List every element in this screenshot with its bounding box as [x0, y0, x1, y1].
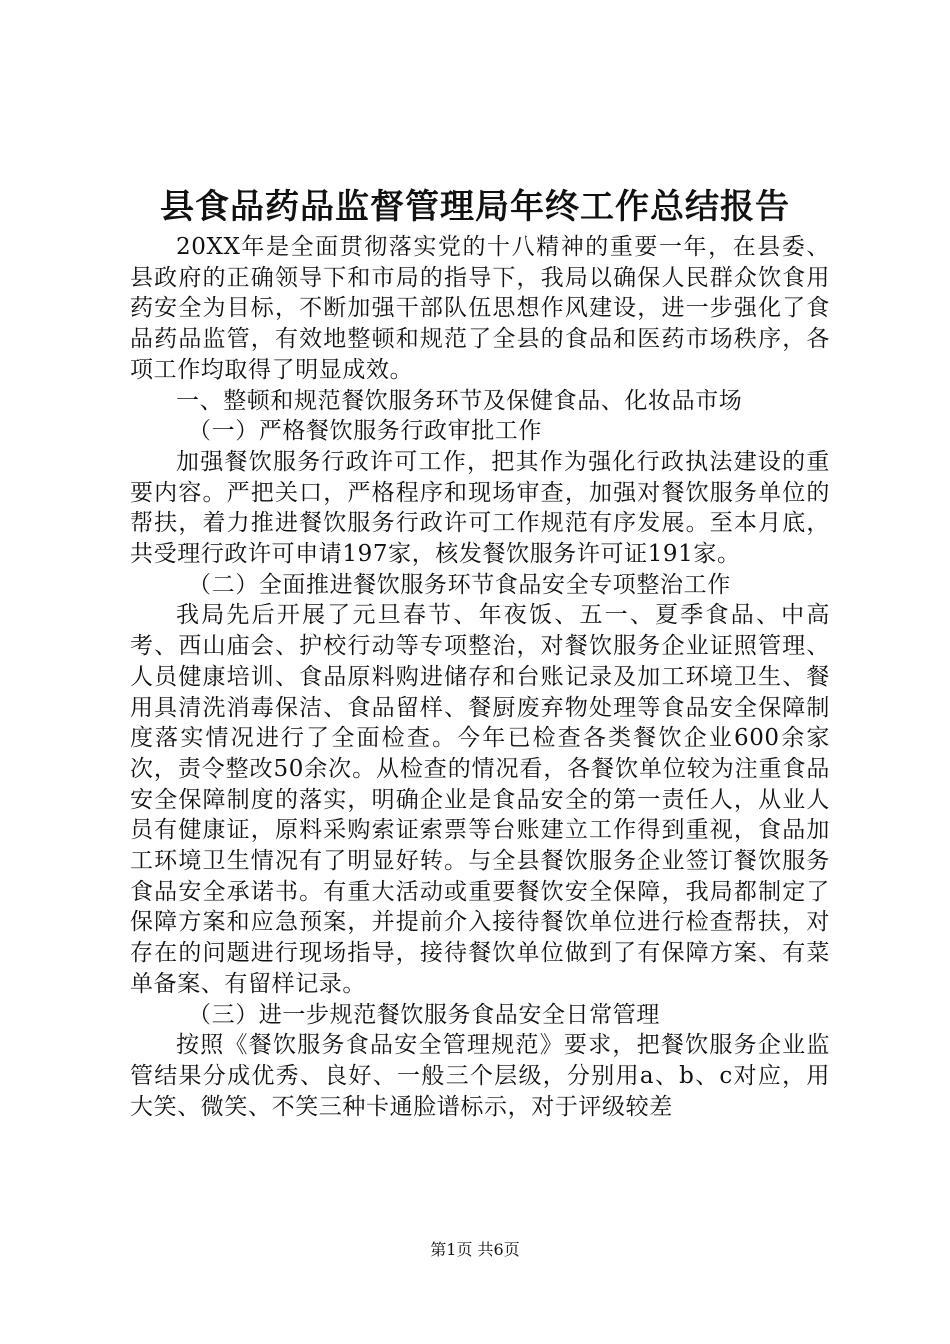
body-paragraph-1: 加强餐饮服务行政许可工作，把其作为强化行政执法建设的重要内容。严把关口，严格程序和现场审查，加强对餐饮服务单位的帮扶，着力推进餐饮服务行政许可工作规范有序发展。至本月底，共受理行政许可申请197家，核发餐饮服务许可证191家。 [130, 448, 830, 568]
section-heading-1: 一、整顿和规范餐饮服务环节及保健食品、化妆品市场 [176, 387, 743, 414]
body-paragraph-2: 我局先后开展了元旦春节、年夜饭、五一、夏季食品、中高考、西山庙会、护校行动等专项整治，对餐饮服务企业证照管理、人员健康培训、食品原料购进储存和台账记录及加工环境卫生、餐用具清洗消毒保洁、食品留样、餐厨废弃物处理等食品安全保障制度落实情况进行了全面检查。今年已检查各类餐饮企业600余家次，责令整改50余次。从检查的情况看，各餐饮单位较为注重食品安全保障制度的落实，明确企业是食品安全的第一责任人，从业人员有健康证，原料采购索证索票等台账建立工作得到重视，食品加工环境卫生情况有了明显好转。与全县餐饮服务企业签订餐饮服务食品安全承诺书。有重大活动或重要餐饮安全保障，我局都制定了保障方案和应急预案，并提前介入接待餐饮单位进行检查帮扶，对存在的问题进行现场指导，接待餐饮单位做到了有保障方案、有菜单备案、有留样记录。 [130, 602, 830, 997]
intro-paragraph: 20XX年是全面贯彻落实党的十八精神的重要一年，在县委、县政府的正确领导下和市局的指导下，我局以确保人民群众饮食用药安全为目标，不断加强干部队伍思想作风建设，进一步强化了食品药品监管，有效地整顿和规范了全县的食品和医药市场秩序，各项工作均取得了明显成效。 [130, 234, 830, 383]
document-body [130, 232, 830, 1122]
body-paragraph-3: 按照《餐饮服务食品安全管理规范》要求，把餐饮服务企业监管结果分成优秀、良好、一般三个层级，分别用a、b、c对应，用大笑、微笑、不笑三种卡通脸谱标示，对于评级较差 [130, 1032, 830, 1120]
document-title: 县食品药品监督管理局年终工作总结报告 [160, 187, 790, 227]
page-number-footer: 第1页 共6页 [430, 1240, 520, 1259]
subsection-heading-1: （一）严格餐饮服务行政审批工作 [188, 418, 542, 445]
subsection-heading-2: （二）全面推进餐饮服务环节食品安全专项整治工作 [188, 571, 731, 598]
subsection-heading-3: （三）进一步规范餐饮服务食品安全日常管理 [188, 1001, 660, 1028]
